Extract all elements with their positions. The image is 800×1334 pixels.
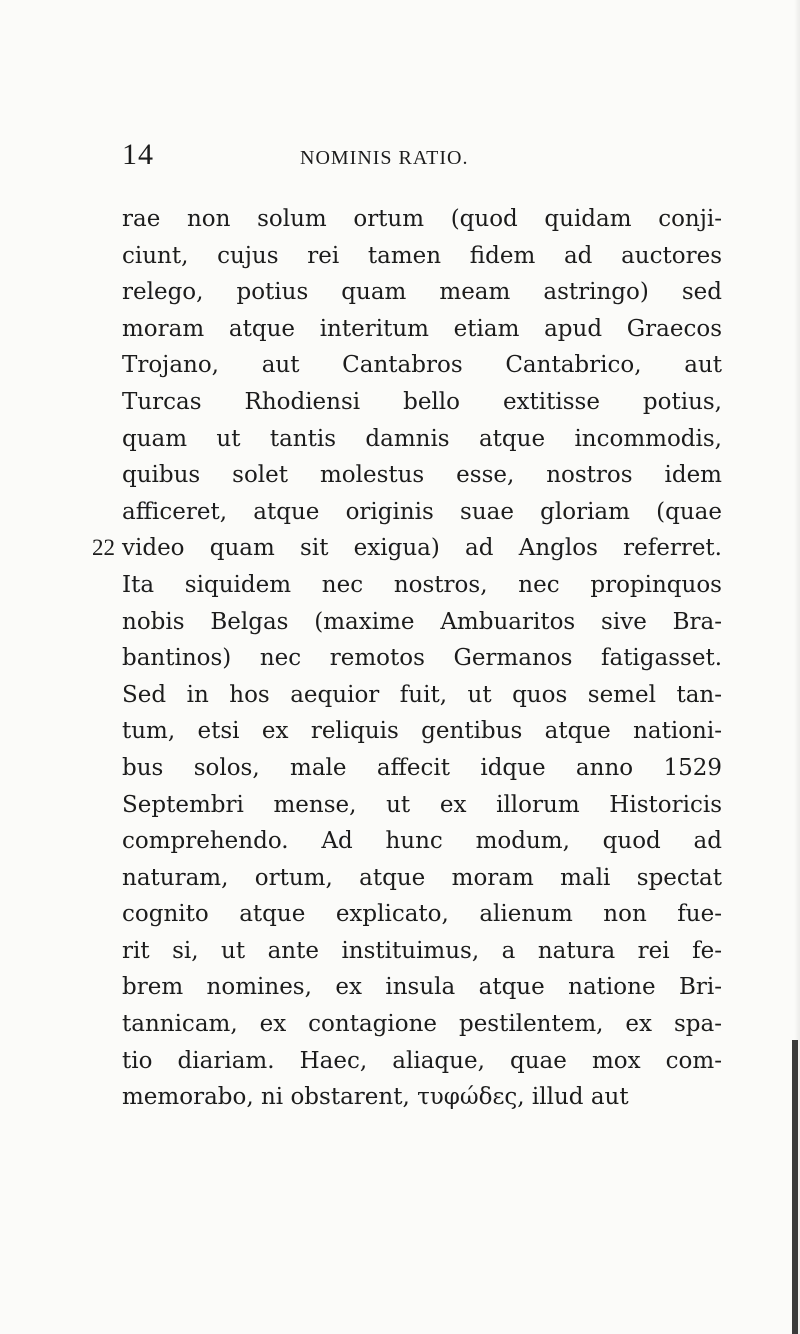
text-line xyxy=(122,604,722,641)
text-line xyxy=(122,640,722,677)
line-text: cognito atque explicato, alienum non fue- xyxy=(122,901,722,928)
text-line xyxy=(122,750,722,787)
text-line xyxy=(122,384,722,421)
text-line xyxy=(122,457,722,494)
text-line xyxy=(122,860,722,897)
text-line xyxy=(122,969,722,1006)
line-text: moram atque interitum etiam apud Graecos xyxy=(122,315,722,342)
text-line xyxy=(122,421,722,458)
page-number: 14 xyxy=(122,138,154,171)
text-line xyxy=(122,347,722,384)
text-line xyxy=(122,896,722,933)
line-text: naturam, ortum, atque moram mali spectat xyxy=(122,864,722,891)
text-line xyxy=(92,530,722,567)
text-line xyxy=(122,274,722,311)
running-title: NOMINIS RATIO. xyxy=(300,147,469,169)
line-text: quibus solet molestus esse, nostros idem xyxy=(122,462,722,489)
line-text: memorabo, ni obstarent, τυφώδες, illud aut xyxy=(122,1084,629,1111)
line-text: Ita siquidem nec nostros, nec propinquos xyxy=(122,571,722,598)
line-text: Sed in hos aequior fuit, ut quos semel tan- xyxy=(122,681,722,708)
line-text: comprehendo. Ad hunc modum, quod ad xyxy=(122,828,722,855)
text-line xyxy=(122,823,722,860)
text-line xyxy=(122,787,722,824)
text-line xyxy=(122,567,722,604)
line-text: bantinos) nec remotos Germanos fatigasset. xyxy=(122,645,722,672)
text-line xyxy=(122,238,722,275)
line-text: tannicam, ex contagione pestilentem, ex spa- xyxy=(122,1011,722,1038)
line-text: afficeret, atque originis suae gloriam (quae xyxy=(122,498,722,525)
line-text: rae non solum ortum (quod quidam conji- xyxy=(122,206,722,232)
line-text: video quam sit exigua) ad Anglos referret. xyxy=(122,535,722,562)
text-line xyxy=(122,933,722,970)
line-text: tum, etsi ex reliquis gentibus atque nationi- xyxy=(122,718,722,745)
line-text: Trojano, aut Cantabros Cantabrico, aut xyxy=(122,352,722,379)
line-text: quam ut tantis damnis atque incommodis, xyxy=(122,425,722,452)
page-edge-line xyxy=(792,1040,798,1334)
body-text xyxy=(92,201,722,1116)
line-text: Turcas Rhodiensi bello extitisse potius, xyxy=(122,388,722,415)
line-text: brem nomines, ex insula atque natione Bri- xyxy=(122,974,722,1001)
text-line xyxy=(122,311,722,348)
line-text: bus solos, male affecit idque anno 1529 xyxy=(122,754,722,781)
text-line xyxy=(122,201,722,238)
text-line xyxy=(122,1079,722,1116)
text-line xyxy=(122,494,722,531)
text-line xyxy=(122,713,722,750)
text-line xyxy=(122,1043,722,1080)
line-text: Septembri mense, ut ex illorum Historicis xyxy=(122,791,722,818)
line-text: tio diariam. Haec, aliaque, quae mox com- xyxy=(122,1047,722,1074)
line-text: rit si, ut ante instituimus, a natura rei fe- xyxy=(122,937,722,964)
line-text: ciunt, cujus rei tamen fidem ad auctores xyxy=(122,242,722,269)
text-line xyxy=(122,1006,722,1043)
line-text: relego, potius quam meam astringo) sed xyxy=(122,279,722,306)
text-line xyxy=(122,677,722,714)
margin-line-number: 22 xyxy=(92,535,115,561)
line-text: nobis Belgas (maxime Ambuaritos sive Bra- xyxy=(122,608,722,635)
